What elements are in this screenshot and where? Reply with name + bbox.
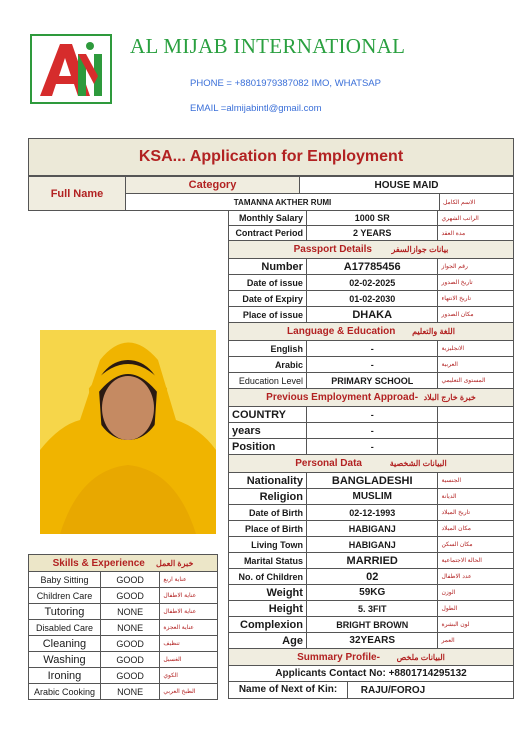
passport-number-label: Number [229, 259, 307, 275]
category-label: Category [126, 177, 300, 194]
religion-label: Religion [229, 489, 307, 505]
birth-place-ar: مكان الميلاد [438, 521, 514, 537]
personal-data-header: Personal Data البيانات الشخصية [229, 455, 514, 473]
living-town-label: Living Town [229, 537, 307, 553]
salary-ar: الراتب الشهري [438, 211, 514, 226]
education-value: PRIMARY SCHOOL [306, 373, 438, 389]
expiry-date-value: 01-02-2030 [306, 291, 438, 307]
issue-place-ar: مكان الصدور [438, 307, 514, 323]
salary-label: Monthly Salary [229, 211, 307, 226]
contract-period-ar: مدة العقد [438, 226, 514, 241]
skills-table [28, 554, 218, 700]
complexion-value: BRIGHT BROWN [306, 617, 438, 633]
full-name-label: Full Name [29, 177, 126, 211]
skill-ar: عناية الاطفال [160, 588, 218, 604]
skill-value: GOOD [100, 652, 159, 668]
english-label: English [229, 341, 307, 357]
education-ar: المستوى التعليمي [438, 373, 514, 389]
children-ar: عدد الاطفال [438, 569, 514, 585]
dob-value: 02-12-1993 [306, 505, 438, 521]
skill-ar: عناية الاطفال [160, 604, 218, 620]
next-of-kin-value: RAJU/FOROJ [360, 684, 426, 696]
company-logo [30, 34, 112, 104]
dob-label: Date of Birth [229, 505, 307, 521]
skill-ar: تنظيف [160, 636, 218, 652]
issue-date-label: Date of issue [229, 275, 307, 291]
skill-ar: الغسيل [160, 652, 218, 668]
nationality-label: Nationality [229, 473, 307, 489]
religion-ar: الديانة [438, 489, 514, 505]
skill-ar: عناية العجزة [160, 620, 218, 636]
skill-value: GOOD [100, 668, 159, 684]
marital-status-value: MARRIED [306, 553, 438, 569]
skill-ar: الكوي [160, 668, 218, 684]
form-title: KSA... Application for Employment [28, 138, 514, 176]
complexion-ar: لون البشرة [438, 617, 514, 633]
dob-ar: تاريخ الميلاد [438, 505, 514, 521]
living-town-ar: مكان السكن [438, 537, 514, 553]
previous-employment-header: Previous Employment Approad- خبرة خارج البلاد [229, 389, 514, 407]
expiry-date-label: Date of Expiry [229, 291, 307, 307]
marital-status-ar: الحالة الاجتماعية [438, 553, 514, 569]
height-value: 5. 3FIT [306, 601, 438, 617]
english-value: - [306, 341, 438, 357]
expiry-date-ar: تاريخ الانتهاء [438, 291, 514, 307]
position-value: - [306, 439, 438, 455]
arabic-ar: العربية [438, 357, 514, 373]
age-label: Age [229, 633, 307, 649]
weight-ar: الوزن [438, 585, 514, 601]
skill-label: Tutoring [29, 604, 101, 620]
passport-header: Passport Details بيانات جوازالسفر [229, 241, 514, 259]
language-header: Language & Education اللغة والتعليم [229, 323, 514, 341]
years-label: years [229, 423, 307, 439]
skill-label: Baby Sitting [29, 572, 101, 588]
living-town-value: HABIGANJ [306, 537, 438, 553]
country-value: - [306, 407, 438, 423]
position-label: Position [229, 439, 307, 455]
skill-ar: عناية اربع [160, 572, 218, 588]
arabic-label: Arabic [229, 357, 307, 373]
phone-line: PHONE = +8801979387082 IMO, WHATSAP [190, 78, 381, 89]
next-of-kin-label: Name of Next of Kin: [229, 682, 348, 698]
applicant-contact: Applicants Contact No: +8801714295132 [229, 666, 514, 682]
children-value: 02 [306, 569, 438, 585]
years-value: - [306, 423, 438, 439]
skill-label: Children Care [29, 588, 101, 604]
salary-value: 1000 SR [306, 211, 438, 226]
skill-value: GOOD [100, 636, 159, 652]
nationality-value: BANGLADESHI [306, 473, 438, 489]
skill-label: Arabic Cooking [29, 684, 101, 700]
complexion-label: Complexion [229, 617, 307, 633]
nationality-ar: الجنسية [438, 473, 514, 489]
issue-place-label: Place of issue [229, 307, 307, 323]
contract-period-value: 2 YEARS [306, 226, 438, 241]
marital-status-label: Marital Status [229, 553, 307, 569]
country-label: COUNTRY [229, 407, 307, 423]
name-category-table [28, 176, 514, 211]
category-value: HOUSE MAID [300, 177, 514, 194]
skill-value: NONE [100, 604, 159, 620]
birth-place-value: HABIGANJ [306, 521, 438, 537]
skill-label: Disabled Care [29, 620, 101, 636]
details-table [228, 210, 514, 699]
summary-header: Summary Profile- البيانات ملخص [229, 649, 514, 666]
skill-label: Washing [29, 652, 101, 668]
height-ar: الطول [438, 601, 514, 617]
arabic-value: - [306, 357, 438, 373]
skill-value: NONE [100, 684, 159, 700]
issue-date-ar: تاريخ الصدور [438, 275, 514, 291]
religion-value: MUSLIM [306, 489, 438, 505]
skill-value: NONE [100, 620, 159, 636]
skill-ar: الطبخ العربي [160, 684, 218, 700]
age-value: 32YEARS [306, 633, 438, 649]
skill-label: Cleaning [29, 636, 101, 652]
issue-date-value: 02-02-2025 [306, 275, 438, 291]
birth-place-label: Place of Birth [229, 521, 307, 537]
skills-header: Skills & Experience خبرة العمل [29, 555, 218, 572]
weight-value: 59KG [306, 585, 438, 601]
children-label: No. of Children [229, 569, 307, 585]
passport-number-value: A17785456 [306, 259, 438, 275]
english-ar: الانجليزية [438, 341, 514, 357]
passport-number-ar: رقم الجواز [438, 259, 514, 275]
age-ar: العمر [438, 633, 514, 649]
skill-label: Ironing [29, 668, 101, 684]
full-name-ar: الاسم الكامل [440, 194, 514, 211]
skill-value: GOOD [100, 588, 159, 604]
skill-value: GOOD [100, 572, 159, 588]
email-line: EMAIL =almijabintl@gmail.com [190, 103, 322, 114]
company-name: AL MIJAB INTERNATIONAL [130, 34, 406, 58]
education-label: Education Level [229, 373, 307, 389]
applicant-photo [40, 330, 216, 534]
full-name-value: TAMANNA AKTHER RUMI [126, 194, 440, 211]
issue-place-value: DHAKA [306, 307, 438, 323]
contract-period-label: Contract Period [229, 226, 307, 241]
weight-label: Weight [229, 585, 307, 601]
height-label: Height [229, 601, 307, 617]
